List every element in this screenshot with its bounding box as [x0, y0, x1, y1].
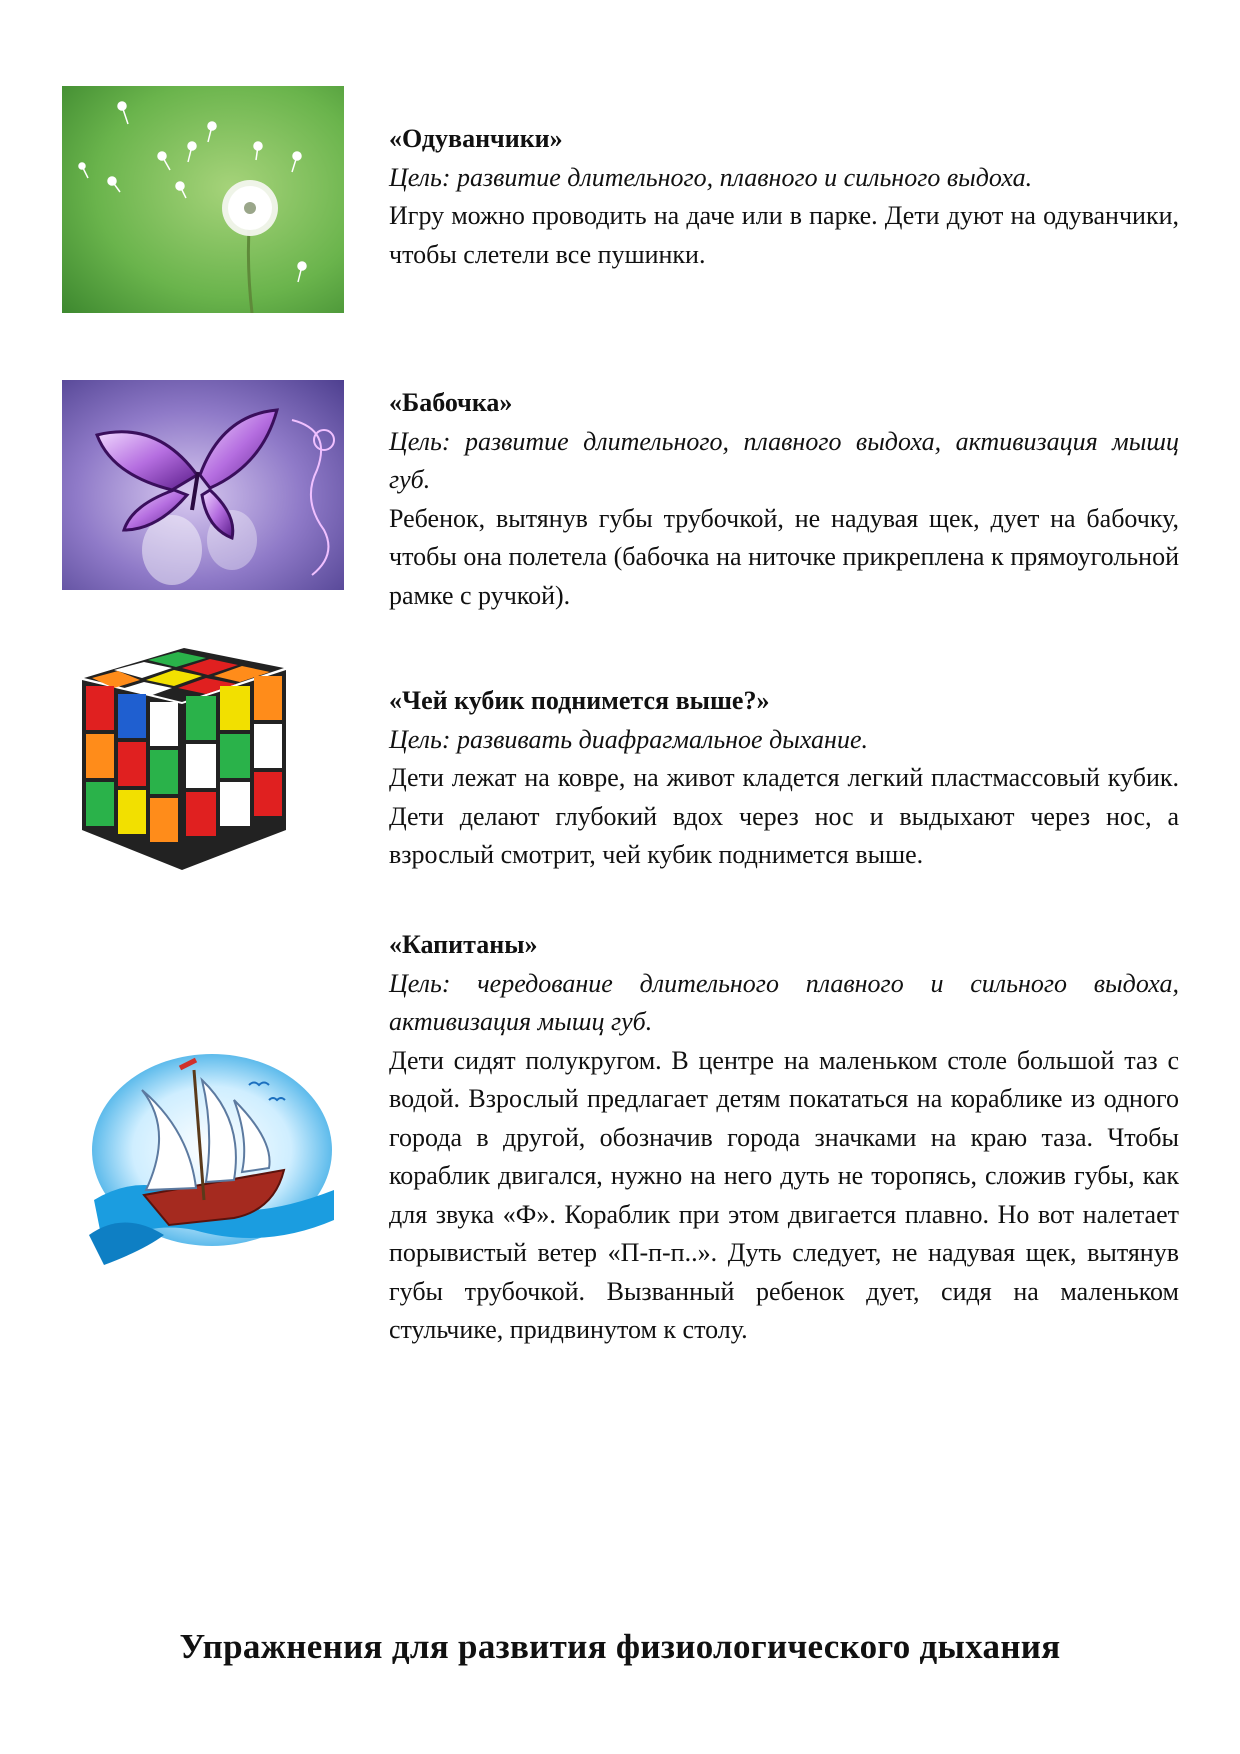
exercise-title: «Капитаны»: [389, 930, 538, 959]
exercise-description: Дети сидят полукругом. В центре на маленьком столе большой таз с водой. Взрослый предлагает детям покататься на кораблике из одного города в другой, обозначив города значками на краю таза. Чтобы кораблик двигался, нужно на него дуть не торопясь, сложив губы, как для звука «Ф». Кораблик при этом двигается плавно. Но вот налетает порывистый ветер «П-п-п..». Дуть следует, не надувая щек, вытянув губы трубочкой. Вызванный ребенок дует, сидя на маленьком стульчике, придвинутом к столу.: [389, 1045, 1179, 1344]
exercise-description: Ребенок, вытянув губы трубочкой, не надувая щек, дует на бабочку, чтобы она полетела (бабочка на ниточке прикреплена к прямоугольной рамке с ручкой).: [389, 503, 1179, 610]
exercise-goal: Цель: чередование длительного плавного и сильного выдоха, активизация мышц губ.: [389, 968, 1179, 1036]
rubiks-cube-image: [74, 640, 296, 872]
exercise-goal: Цель: развитие длительного, плавного выдоха, активизация мышц губ.: [389, 426, 1179, 494]
butterfly-image: [62, 380, 344, 590]
exercise-dandelions: [389, 120, 1179, 274]
dandelion-image: [62, 86, 344, 313]
sailboat-image: [84, 1050, 340, 1268]
exercise-description: Дети лежат на ковре, на живот кладется легкий пластмассовый кубик. Дети делают глубокий вдох через нос и выдыхают через нос, а взрослый смотрит, чей кубик поднимется выше.: [389, 763, 1179, 869]
exercise-title: «Одуванчики»: [389, 124, 563, 153]
exercise-goal: Цель: развитие длительного, плавного и сильного выдоха.: [389, 162, 1033, 192]
exercise-goal: Цель: развивать диафрагмальное дыхание.: [389, 724, 868, 754]
exercise-title: «Чей кубик поднимется выше?»: [389, 686, 770, 715]
exercise-cube: [389, 682, 1179, 875]
exercise-butterfly: [389, 384, 1179, 615]
page-footer-heading: Упражнения для развития физиологического дыхания: [179, 1627, 1061, 1666]
exercise-description: Игру можно проводить на даче или в парке. Дети дуют на одуванчики, чтобы слетели все пушинки.: [389, 201, 1179, 269]
exercise-captains: [389, 926, 1179, 1350]
exercise-title: «Бабочка»: [389, 388, 513, 417]
